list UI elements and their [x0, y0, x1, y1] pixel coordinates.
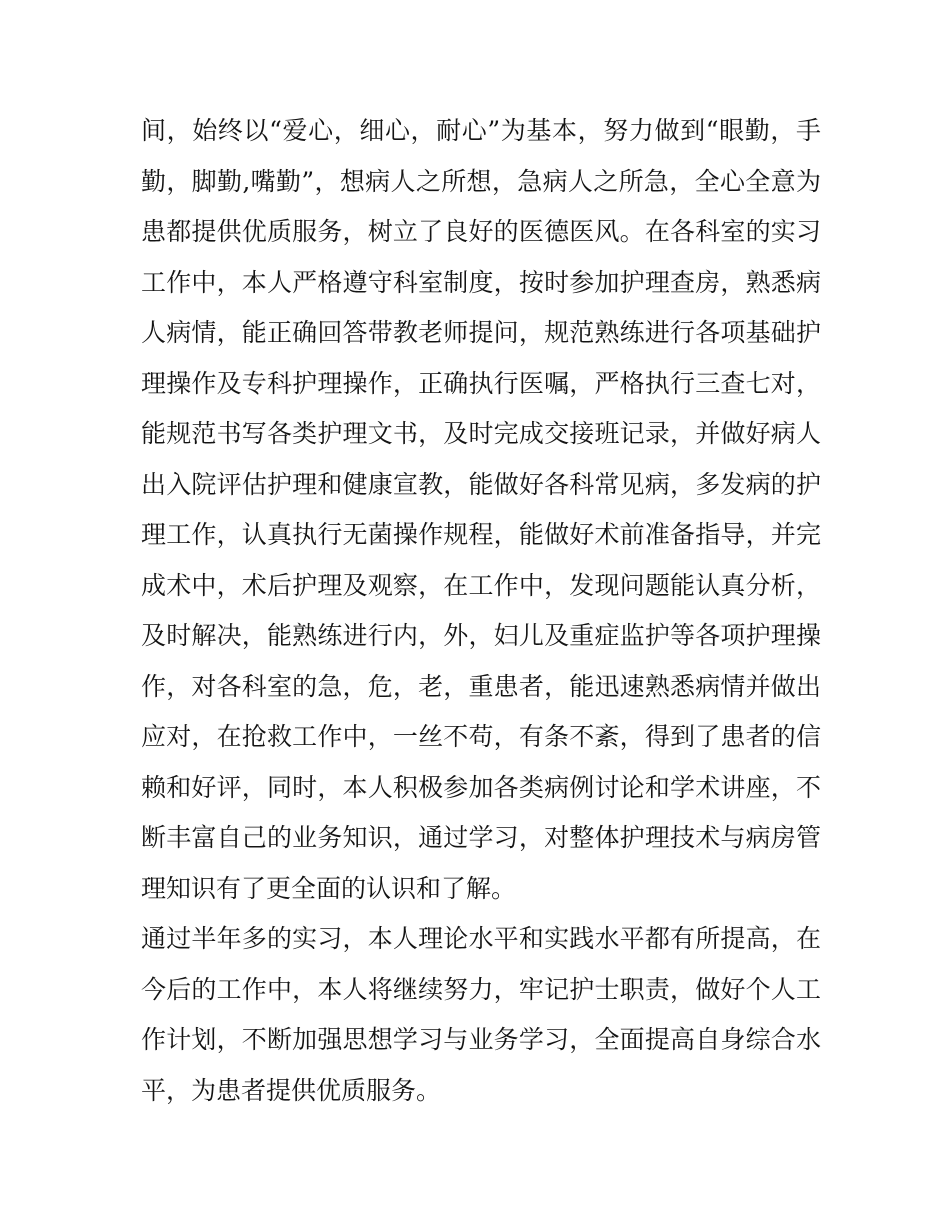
text-line: 作计划，不断加强思想学习与业务学习，全面提高自身综合水: [141, 1025, 821, 1054]
text-line: 作，对各科室的急，危，老，重患者，能迅速熟悉病情并做出: [141, 671, 821, 701]
text-line: 应对，在抢救工作中，一丝不苟，有条不紊，得到了患者的信: [141, 722, 821, 751]
text-line: 理知识有了更全面的认识和了解。: [141, 873, 517, 903]
text-line: 能规范书写各类护理文书，及时完成交接班记录，并做好病人: [141, 419, 821, 448]
text-line: 理操作及专科护理操作，正确执行医嘱，严格执行三查七对，: [141, 368, 821, 398]
text-line: 人病情，能正确回答带教老师提问，规范熟练进行各项基础护: [141, 318, 821, 347]
text-line: 平，为患者提供优质服务。: [141, 1075, 442, 1105]
text-line: 今后的工作中，本人将继续努力，牢记护士职责，做好个人工: [141, 974, 821, 1004]
text-line: 理工作，认真执行无菌操作规程，能做好术前准备指导，并完: [141, 520, 821, 549]
text-line: 工作中，本人严格遵守科室制度，按时参加护理查房，熟悉病: [141, 267, 821, 297]
text-line: 成术中，术后护理及观察，在工作中，发现问题能认真分析，: [141, 570, 821, 600]
text-line: 间，始终以“爱心，细心，耐心”为基本，努力做到“眼勤，手: [141, 116, 821, 145]
text-line: 出入院评估护理和健康宣教，能做好各科常见病，多发病的护: [141, 469, 821, 499]
text-line: 患都提供优质服务，树立了良好的医德医风。在各科室的实习: [141, 217, 821, 246]
paragraph-conclusion: [141, 914, 821, 1116]
text-line: 勤，脚勤,嘴勤”，想病人之所想，急病人之所急，全心全意为: [141, 166, 821, 196]
paragraph-internship-summary: [141, 106, 821, 914]
text-line: 及时解决，能熟练进行内，外，妇儿及重症监护等各项护理操: [141, 621, 821, 650]
document-body: [141, 106, 821, 1116]
text-line: 通过半年多的实习，本人理论水平和实践水平都有所提高，在: [141, 924, 821, 953]
text-line: 赖和好评，同时，本人积极参加各类病例讨论和学术讲座，不: [141, 772, 821, 802]
text-line: 断丰富自己的业务知识，通过学习，对整体护理技术与病房管: [141, 823, 821, 852]
